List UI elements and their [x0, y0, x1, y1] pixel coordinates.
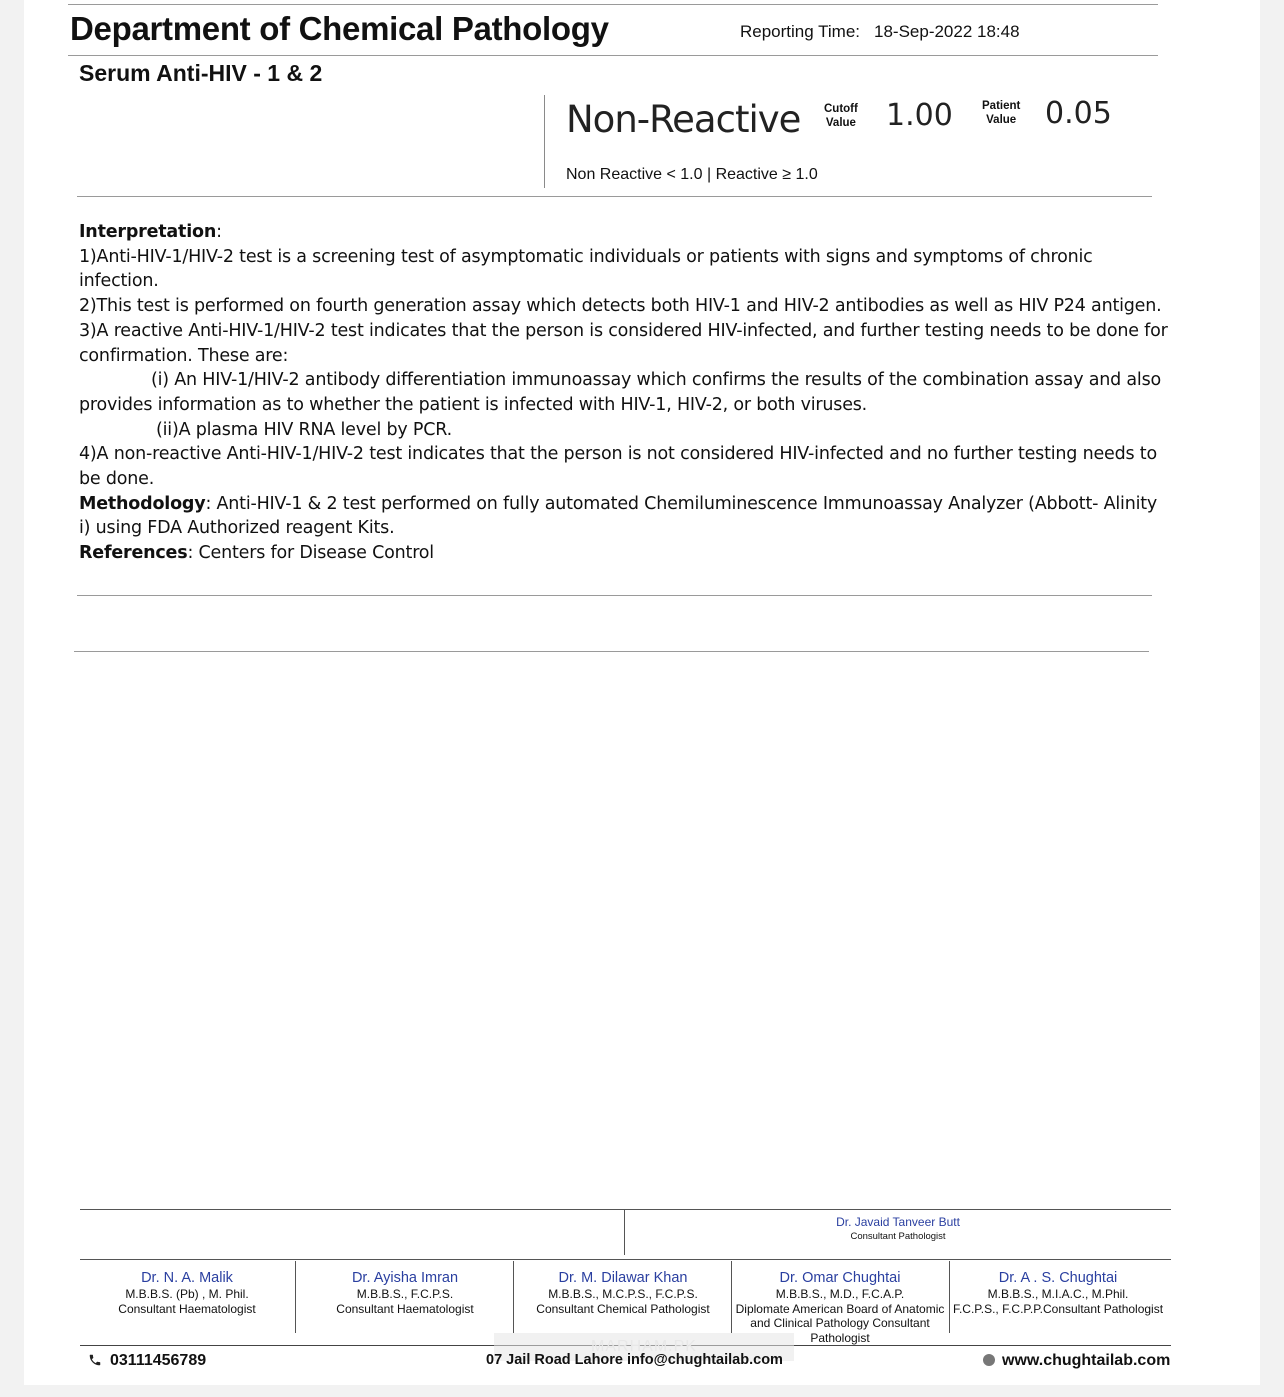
- result-bottom-divider: [77, 196, 1152, 197]
- doctor-divider-2: [513, 1261, 514, 1333]
- globe-icon: [983, 1354, 995, 1366]
- cutoff-label: Cutoff Value: [824, 103, 858, 129]
- patient-value: 0.05: [1045, 96, 1112, 131]
- section-divider-1: [77, 595, 1152, 596]
- interpretation-point-3-i: (i) An HIV-1/HIV-2 antibody differentiation immunoassay which confirms the results of the combination assay and also provides information as to whether the patient is infected with HIV-1, HIV-2, or both viruses.: [79, 370, 1162, 415]
- signature-mid-divider: [624, 1210, 625, 1255]
- interpretation-point-3: 3)A reactive Anti-HIV-1/HIV-2 test indicates that the person is considered HIV-infected, and further testing needs to be done for confirmation. These are:: [79, 320, 1168, 366]
- doctor-card: Dr. Ayisha Imran M.B.B.S., F.C.P.S. Consultant Haematologist: [336, 1270, 474, 1316]
- doctor-card: Dr. A . S. Chughtai M.B.B.S., M.I.A.C., M.Phil. F.C.P.S., F.C.P.P.Consultant Pathologist: [952, 1270, 1164, 1316]
- methodology: Methodology: Anti-HIV-1 & 2 test performed on fully automated Chemiluminescence Immunoassay Analyzer (Abbott- Alinity i) using FDA Authorized reagent Kits.: [79, 493, 1158, 539]
- result-status: Non-Reactive: [566, 98, 801, 141]
- interpretation-point-2: 2)This test is performed on fourth generation assay which detects both HIV-1 and HIV-2 antibodies as well as HIV P24 antigen.: [79, 296, 1162, 317]
- footer-website[interactable]: www.chughtailab.com: [1002, 1352, 1171, 1369]
- test-name: Serum Anti-HIV - 1 & 2: [79, 60, 323, 86]
- section-divider-2: [74, 651, 1149, 652]
- signatory-top: [798, 1215, 998, 1245]
- footer-phone: 03111456789: [110, 1352, 207, 1369]
- signature-top-divider: [80, 1209, 1171, 1210]
- signatory-top-name: Dr. Javaid Tanveer Butt: [836, 1215, 960, 1229]
- signature-row-divider: [80, 1259, 1171, 1260]
- interpretation-point-1: 1)Anti-HIV-1/HIV-2 test is a screening test of asymptomatic individuals or patients with signs and symptoms of chronic infection.: [79, 246, 1093, 292]
- department-title: Department of Chemical Pathology: [70, 10, 609, 47]
- interpretation-heading: Interpretation: [79, 222, 217, 242]
- header-divider: [68, 55, 1158, 56]
- reporting-time-label: Reporting Time:: [740, 22, 860, 41]
- doctor-card: Dr. N. A. Malik M.B.B.S. (Pb) , M. Phil. Consultant Haematologist: [118, 1270, 256, 1316]
- reporting-time-value: 18-Sep-2022 18:48: [874, 22, 1020, 41]
- interpretation-point-3-ii: (ii)A plasma HIV RNA level by PCR.: [156, 419, 452, 440]
- doctor-card: Dr. M. Dilawar Khan M.B.B.S., M.C.P.S., F.C.P.S. Consultant Chemical Pathologist: [536, 1270, 710, 1316]
- interpretation-point-4: 4)A non-reactive Anti-HIV-1/HIV-2 test indicates that the person is not considered HIV-infected and no further testing needs to be done.: [79, 444, 1157, 490]
- signatory-top-title: Consultant Pathologist: [850, 1231, 946, 1242]
- watermark: MARHAM.PK: [494, 1333, 794, 1361]
- interpretation-section: Interpretation: 1)Anti-HIV-1/HIV-2 test is a screening test of asymptomatic individuals or patients with signs and symptoms of chronic infection. 2)This test is performed on fourth generation assay which detects both HIV-1 and HIV-2 antibodies as well as HIV P24 antigen. 3)A reactive Anti-HIV-1/HIV-2 test indicates that the person is considered HIV-infected, and further testing needs to be done for confirmation. These are: (i) An HIV-1/HIV-2 antibody differentiation immunoassay which confirms the results of the combination assay and also provides information as to whether the patient is infected with HIV-1, HIV-2, or both viruses. (ii)A plasma HIV RNA level by PCR. 4)A non-reactive Anti-HIV-1/HIV-2 test indicates that the person is not considered HIV-infected and no further testing needs to be done. Methodology: Anti-HIV-1 & 2 test performed on fully automated Chemiluminescence Immunoassay Analyzer (Abbott- Alinity i) using FDA Authorized reagent Kits. References: Centers for Disease Control: [79, 220, 1169, 566]
- references: References: Centers for Disease Control: [79, 543, 434, 564]
- top-divider: [68, 4, 1158, 5]
- footer-address: 07 Jail Road Lahore info@chughtailab.com: [486, 1352, 783, 1368]
- patient-value-label: Patient Value: [982, 100, 1021, 126]
- cutoff-value: 1.00: [886, 98, 953, 133]
- doctor-card: Dr. Omar Chughtai M.B.B.S., M.D., F.C.A.P. Diplomate American Board of Anatomic and Clinical Pathology Consultant Pathologist: [735, 1270, 945, 1345]
- doctor-divider-1: [295, 1261, 296, 1333]
- phone-icon: [88, 1353, 102, 1372]
- report-page: [24, 0, 1260, 1385]
- reference-range: Non Reactive < 1.0 | Reactive ≥ 1.0: [566, 166, 818, 183]
- result-divider: [544, 95, 545, 188]
